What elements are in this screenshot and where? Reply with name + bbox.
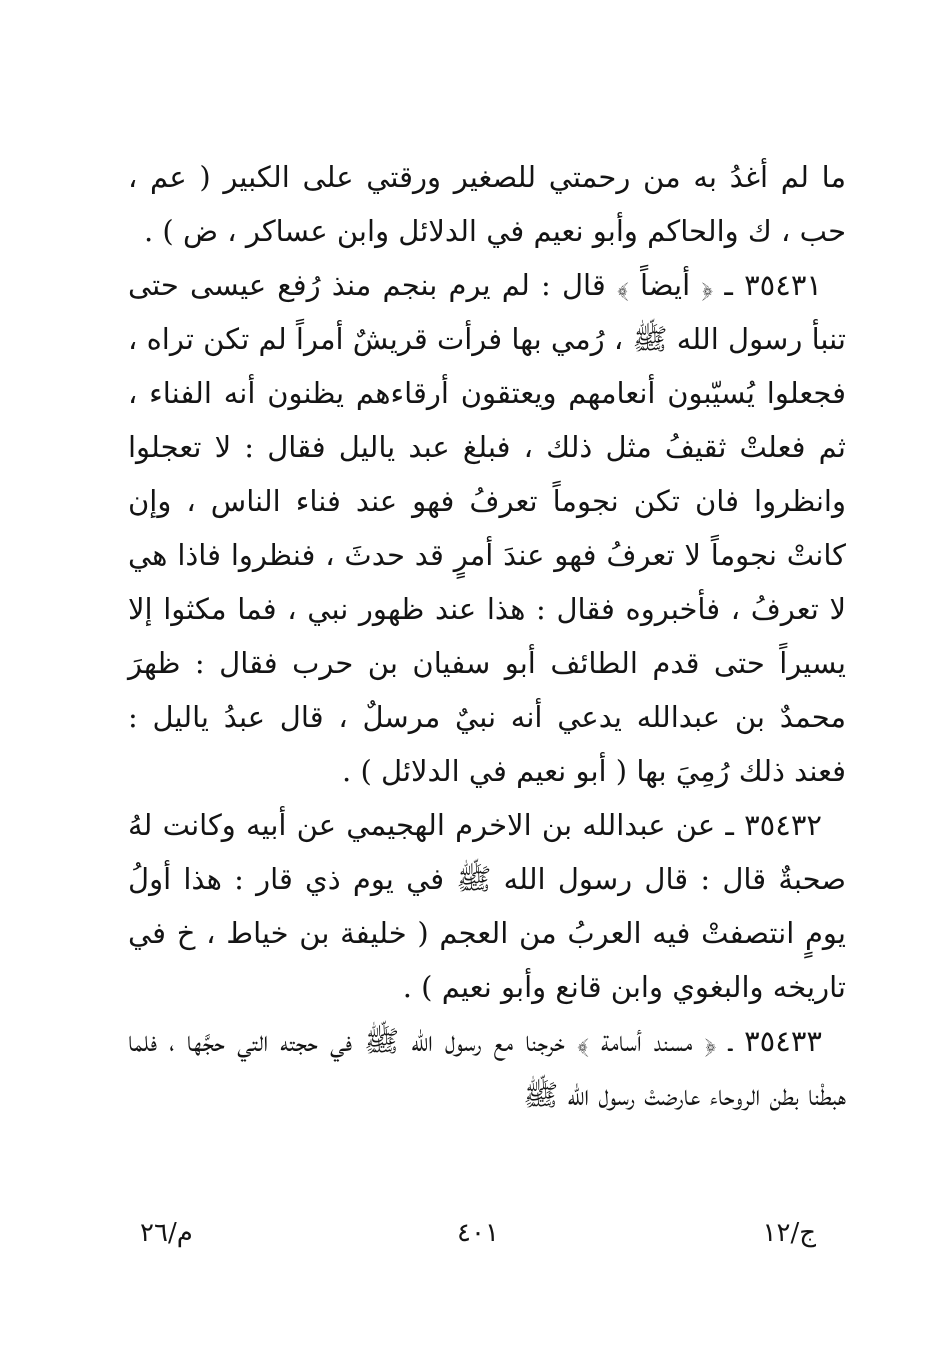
page-footer: [128, 1218, 828, 1258]
hadith-entry-35431: ٣٥٤٣١ ـ ﴿ أيضاً ﴾ قال : لم يرم بنجم منذ رُفع عيسى حتى تنبأ رسول الله ﷺ ، رُمي بها فرأت قريشٌ أمراً لم تكن تراه ، فجعلوا يُسيّبون أنعامهم ويعتقون أرقاءهم يظنون أنه الفناء ، ثم فعلتْ ثقيفُ مثل ذلك ، فبلغ عبد ياليل فقال : لا تعجلوا وانظروا فان تكن نجوماً تعرفُ فهو عند فناء الناس ، وإن كانتْ نجوماً لا تعرفُ فهو عندَ أمرٍ قد حدثَ ، فنظروا فاذا هي لا تعرفُ ، فأخبروه فقال : هذا عند ظهور نبي ، فما مكثوا إلا يسيراً حتى قدم الطائف أبو سفيان بن حرب فقال : ظهرَ محمدٌ بن عبدالله يدعي أنه نبيٌ مرسلٌ ، قال عبدُ ياليل : فعند ذلك رُمِيَ بها ( أبو نعيم في الدلائل ) .: [128, 268, 846, 788]
hadith-entry-35432: ٣٥٤٣٢ ـ عن عبدالله بن الاخرم الهجيمي عن أبيه وكانت لهُ صحبةٌ قال : قال رسول الله ﷺ في يوم ذي قار : هذا أولُ يومٍ انتصفتْ فيه العربُ من العجم ( خليفة بن خياط ، خ في تاريخه والبغوي وابن قانع وأبو نعيم ) .: [128, 808, 846, 1004]
page-number: ٤٠١: [457, 1218, 499, 1248]
continuation-paragraph: ما لم أغدُ به من رحمتي للصغير ورقتي على الكبير ( عم ، حب ، ك والحاكم وأبو نعيم في الدلائل وابن عساكر ، ض ) .: [128, 160, 846, 248]
hadith-entry-35433: ٣٥٤٣٣ ـ ﴿ مسند أسامة ﴾ خرجنا مع رسول الله ﷺ في حجته التي حجَّها ، فلما هبطْنا بطن الروحاء عارضتْ رسول الله ﷺ: [128, 1024, 846, 1112]
text-body: [128, 150, 846, 1122]
signature-mark: م/٢٦: [140, 1218, 193, 1248]
volume-label: ج/١٢: [762, 1218, 816, 1248]
